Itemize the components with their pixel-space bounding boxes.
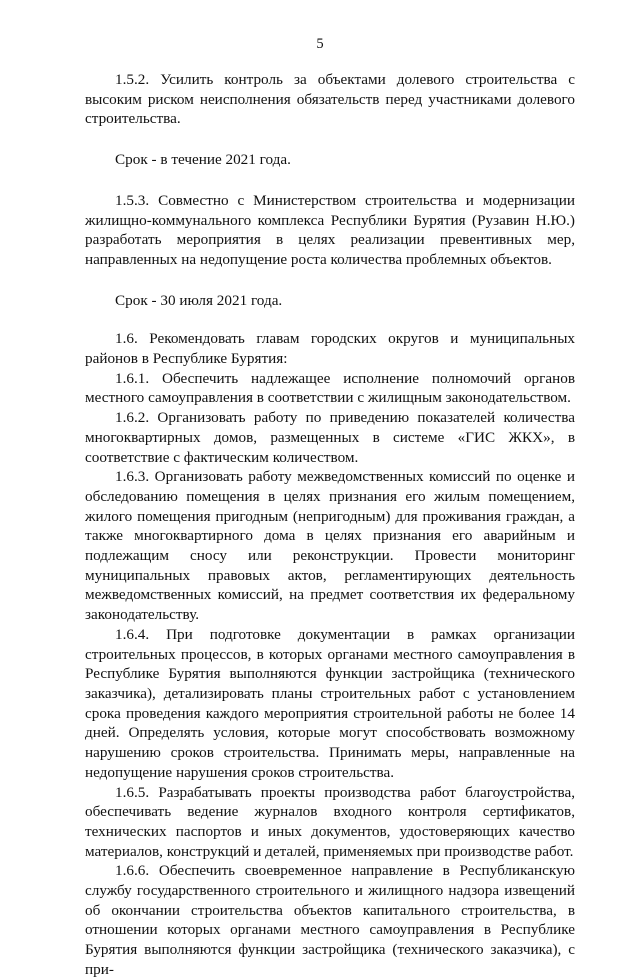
deadline-july-30: Срок - 30 июля 2021 года.	[115, 291, 283, 309]
page-number: 5	[316, 36, 324, 52]
paragraph-1-6-4: 1.6.4. При подготовке документации в рамках организации строительных процессов, в которых органами местного самоуправления в Республике Бурятия выполняются функции застройщика (технического заказчика), детализировать планы строительных работ с установлением срока проведения каждого мероприятия строительной работы не более 14 дней. Определять условия, которые могут способствовать возможному нарушению сроков строительства. Принимать меры, направленные на недопущение нарушения сроков строительства.	[85, 625, 575, 781]
paragraph-1-5-3: 1.5.3. Совместно с Министерством строительства и модернизации жилищно-коммунального комплекса Республики Бурятия (Рузавин Н.Ю.) разработать мероприятия в целях реализации превентивных мер, направленных на недопущение роста количества проблемных объектов.	[85, 191, 575, 268]
paragraph-1-6: 1.6. Рекомендовать главам городских округов и муниципальных районов в Республике Бурятия:	[85, 330, 575, 368]
paragraph-1-6-1: 1.6.1. Обеспечить надлежащее исполнение полномочий органов местного самоуправления в соответствии с жилищным законодательством.	[85, 369, 575, 407]
paragraph-1-6-3: 1.6.3. Организовать работу межведомственных комиссий по оценке и обследованию помещения в целях признания его жилым помещением, жилого помещения пригодным (непригодным) для проживания граждан, а также многоквартирного дома в целях признания его аварийным и подлежащим сносу или реконструкции. Провести мониторинг муниципальных правовых актов, регламентирующих деятельность межведомственных комиссий, на предмет соответствия их федеральному законодательству.	[85, 468, 575, 624]
deadline-2021: Срок - в течение 2021 года.	[115, 151, 291, 169]
paragraph-1-6-5: 1.6.5. Разрабатывать проекты производства работ благоустройства, обеспечивать ведение журналов входного контроля сертификатов, технических паспортов и иных документов, удостоверяющих качество материалов, конструкций и деталей, применяемых при производстве работ.	[85, 783, 575, 860]
document-body	[85, 70, 575, 980]
paragraph-1-5-2: 1.5.2. Усилить контроль за объектами долевого строительства с высоким риском неисполнения обязательств перед участниками долевого строительства.	[85, 71, 575, 128]
paragraph-1-6-2: 1.6.2. Организовать работу по приведению показателей количества многоквартирных домов, размещенных в системе «ГИС ЖКХ», в соответствие с фактическим количеством.	[85, 409, 575, 466]
paragraph-1-6-6: 1.6.6. Обеспечить своевременное направление в Республиканскую службу государственного строительного и жилищного надзора извещений об окончании строительства объектов капитального строительства, в отношении которых органами местного самоуправления в Республике Бурятия выполняются функции застройщика (технического заказчика), с при-	[85, 862, 575, 978]
